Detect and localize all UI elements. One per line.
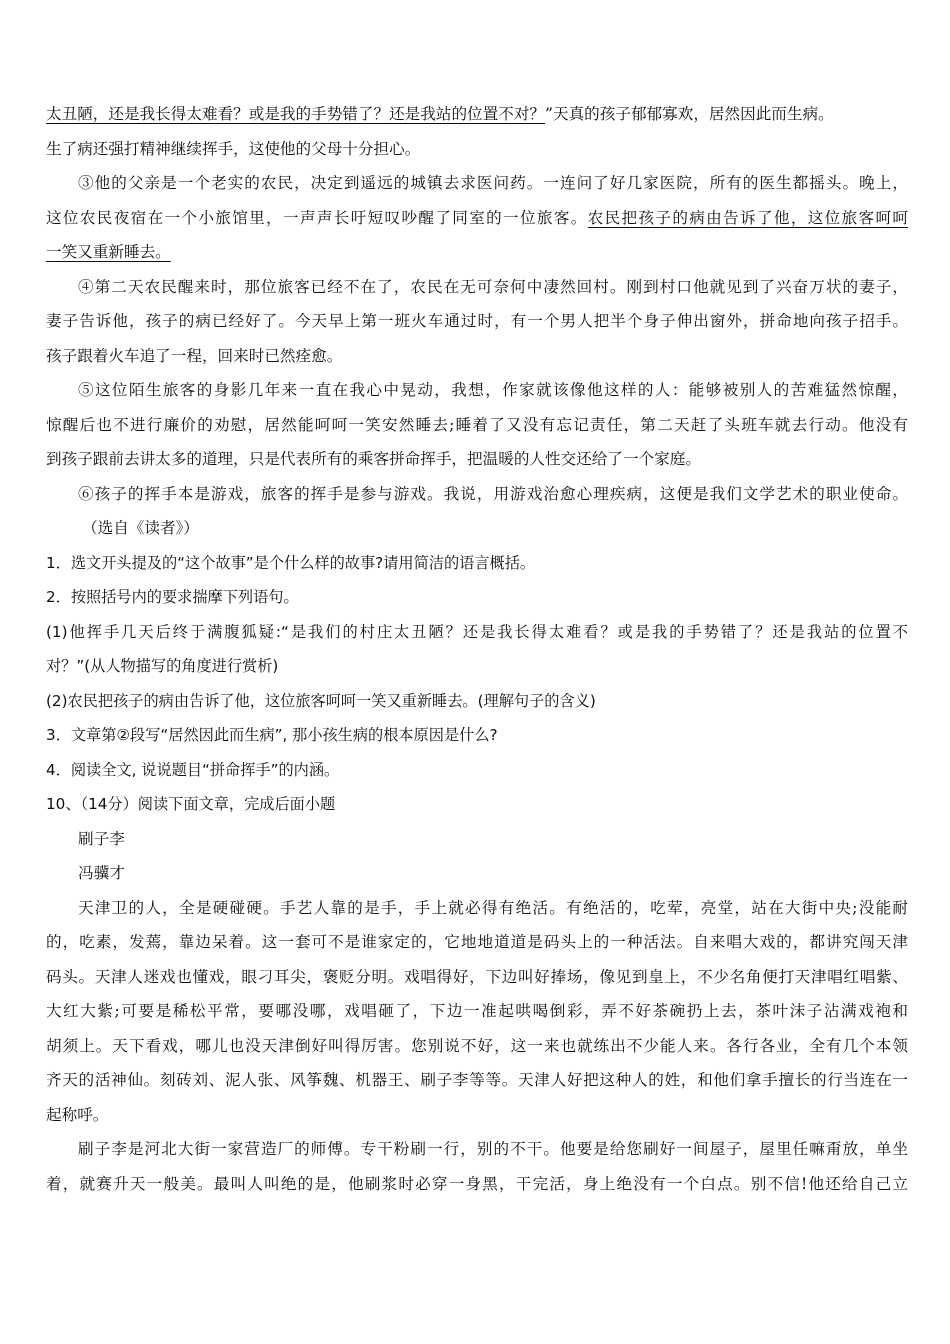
article-p1-line2: 的，吃素，发蔫，靠边呆着。这一套可不是谁家定的，它地地道道是码头上的一种活法。自来唱大戏的，都讲究闯天津: [46, 933, 908, 951]
article-p1-line3: 码头。天津人迷戏也懂戏，眼刁耳尖，褒贬分明。戏唱得好，下边叫好捧场，像见到皇上，不少名角便打天津唱红唱紫、: [46, 967, 908, 986]
question-3: 3．文章第②段写“居然因此而生病”, 那小孩生病的根本原因是什么?: [46, 726, 498, 744]
article-p1-line7: 起称呼。: [46, 1105, 109, 1124]
underlined-sentence: 太丑陋，还是我长得太难看？或是我的手势错了？还是我站的位置不对？: [46, 105, 546, 123]
document-page: [46, 97, 908, 1201]
passage-p5-line2: 惊醒后也不进行廉价的劝慰，居然能呵呵一笑安然睡去;睡着了又没有忘记责任，第二天赶了头班车就去行动。他没有: [46, 415, 908, 434]
passage-p4-line2: 妻子告诉他，孩子的病已经好了。今天早上第一班火车通过时，有一个男人把半个身子伸出窗外，拼命地向孩子招手。: [46, 312, 908, 330]
article-p2-line1: 刷子李是河北大街一家营造厂的师傅。专干粉刷一行，别的不干。他要是给您刷好一间屋子，屋里任嘛甭放，单坐: [78, 1140, 908, 1158]
passage-p2-line2: 生了病还强打精神继续挥手，这使他的父母十分担心。: [46, 139, 421, 158]
question-2-1-line1: (1)他挥手几天后终于满腹狐疑:“是我们的村庄太丑陋？还是我长得太难看？或是我的手势错了？还是我站的位置不: [46, 622, 908, 641]
article-p1-line4: 大红大紫;可要是稀松平常，要哪没哪，戏唱砸了，下边一准起哄喝倒彩，弄不好茶碗扔上去，茶叶沫子沾满戏袍和: [46, 1002, 908, 1020]
section-10-heading: 10、（14分）阅读下面文章，完成后面小题: [46, 795, 336, 813]
question-2-2: (2)农民把孩子的病由告诉了他，这位旅客呵呵一笑又重新睡去。(理解句子的含义): [46, 691, 596, 710]
passage-p3-line1: ③他的父亲是一个老实的农民，决定到遥远的城镇去求医问药。一连问了好几家医院，所有的医生都摇头。晚上，: [78, 174, 908, 192]
question-2: 2．按照括号内的要求揣摩下列语句。: [46, 588, 299, 606]
question-4: 4．阅读全文, 说说题目“拼命挥手”的内涵。: [46, 760, 340, 779]
article-author: 冯骥才: [78, 864, 125, 882]
article-p1-line6: 齐天的活神仙。刻砖刘、泥人张、风筝魏、机器王、刷子李等等。天津人好把这种人的姓，和他们拿手擅长的行当连在一: [46, 1071, 908, 1089]
passage-p4-line1: ④第二天农民醒来时，那位旅客已经不在了，农民在无可奈何中凄然回村。刚到村口他就见到了兴奋万状的妻子，: [78, 277, 908, 296]
passage-p5-line3: 到孩子跟前去讲太多的道理，只是代表所有的乘客拼命挥手，把温暖的人性交还给了一个家庭。: [46, 450, 701, 468]
underlined-sentence: 一笑又重新睡去。: [46, 243, 171, 261]
underlined-sentence: 农民把孩子的病由告诉了他，这位旅客呵呵: [587, 208, 908, 227]
question-1: 1．选文开头提及的“这个故事”是个什么样的故事?请用简洁的语言概括。: [46, 553, 536, 572]
passage-p3-line2: 这位农民夜宿在一个小旅馆里，一声声长吁短叹吵醒了同室的一位旅客。农民把孩子的病由告诉了他，这位旅客呵呵: [46, 208, 908, 227]
article-title: 刷子李: [78, 829, 125, 848]
passage-p5-line1: ⑤这位陌生旅客的身影几年来一直在我心中晃动，我想，作家就该像他这样的人：能够被别人的苦难猛然惊醒，: [78, 381, 908, 399]
article-p1-line5: 胡须上。天下看戏，哪儿也没天津倒好叫得厉害。您别说不好，这一来也就练出不少能人来。各行各业，全有几个本领: [46, 1036, 908, 1055]
passage-source: （选自《读者》）: [82, 519, 199, 537]
passage-p4-line3: 孩子跟着火车追了一程，回来时已然痊愈。: [46, 346, 343, 365]
article-p1-line1: 天津卫的人，全是硬碰硬。手艺人靠的是手，手上就必得有绝活。有绝活的，吃荤，亮堂，站在大街中央;没能耐: [78, 898, 908, 917]
passage-p2-line1: 太丑陋，还是我长得太难看？或是我的手势错了？还是我站的位置不对？”天真的孩子郁郁寡欢，居然因此而生病。: [46, 105, 834, 123]
article-p2-line2: 着，就赛升天一般美。最叫人叫绝的是，他刷浆时必穿一身黑，干完活，身上绝没有一个白点。别不信!他还给自己立: [46, 1174, 908, 1193]
question-2-1-line2: 对？”(从人物描写的角度进行赏析): [46, 657, 279, 675]
passage-p3-line3: [46, 235, 908, 270]
passage-p6-line1: ⑥孩子的挥手本是游戏，旅客的挥手是参与游戏。我说，用游戏治愈心理疾病，这便是我们文学艺术的职业使命。: [78, 484, 908, 503]
